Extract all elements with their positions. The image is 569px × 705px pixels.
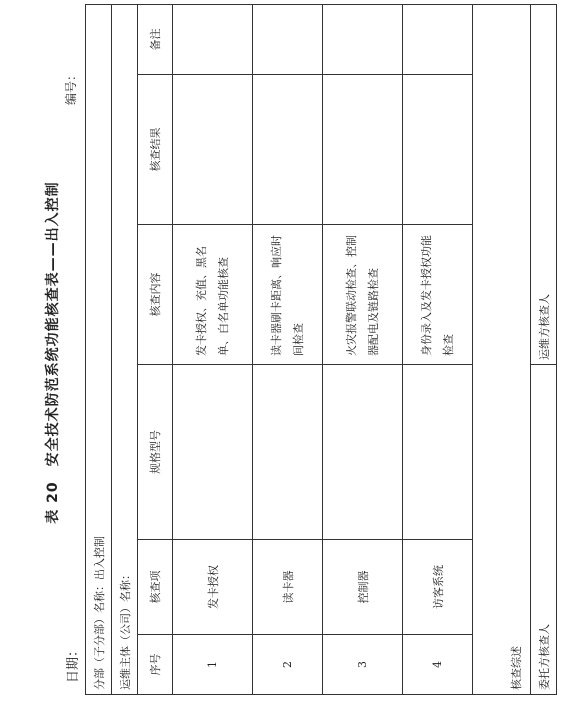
header-result: 核查结果 <box>138 75 173 225</box>
row-result <box>403 75 473 225</box>
row-seq: 4 <box>403 635 473 695</box>
row-content: 读卡器刷卡距离、响应时间检查 <box>253 225 323 365</box>
table-row <box>253 4 323 694</box>
row-content: 火灾报警联动检查、控制器配电及链路检查 <box>323 225 403 365</box>
row-spec <box>403 365 473 540</box>
row-content: 发卡授权、充值、黑名单、白名单功能核查 <box>173 225 253 365</box>
row-item: 控制器 <box>323 540 403 635</box>
header-seq: 序号 <box>138 635 173 695</box>
row-note <box>173 4 253 74</box>
row-seq: 2 <box>253 635 323 695</box>
row-seq: 1 <box>173 635 253 695</box>
row-content: 身份录入及发卡授权功能检查 <box>403 225 473 365</box>
header-note: 备注 <box>138 4 173 74</box>
inspection-table <box>85 4 557 695</box>
header-spec: 规格型号 <box>138 365 173 540</box>
row-item: 发卡授权 <box>173 540 253 635</box>
code-label: 编号： <box>64 68 78 105</box>
row-result <box>253 75 323 225</box>
row-result <box>173 75 253 225</box>
row-note <box>253 4 323 74</box>
operator-checker: 运维方核查人 <box>531 4 557 364</box>
page-title: 表 20 安全技术防范系统功能核查表——出入控制 <box>45 181 61 524</box>
table-row <box>173 4 253 694</box>
row-note <box>403 4 473 74</box>
header-content: 核查内容 <box>138 225 173 365</box>
row-item: 读卡器 <box>253 540 323 635</box>
row-result <box>323 75 403 225</box>
branch-name: 分部（子分部）名称：出入控制 <box>86 4 112 694</box>
row-spec <box>173 365 253 540</box>
client-checker: 委托方核查人 <box>531 365 557 695</box>
row-spec <box>323 365 403 540</box>
row-seq: 3 <box>323 635 403 695</box>
operator-name: 运维主体（公司）名称： <box>112 4 138 694</box>
table-row <box>323 4 403 694</box>
row-item: 访客系统 <box>403 540 473 635</box>
row-spec <box>253 365 323 540</box>
row-note <box>323 4 403 74</box>
header-item: 核查项 <box>138 540 173 635</box>
summary-cell: 核查综述 <box>473 4 531 694</box>
date-label: 日期： <box>66 643 81 683</box>
table-row <box>403 4 473 694</box>
